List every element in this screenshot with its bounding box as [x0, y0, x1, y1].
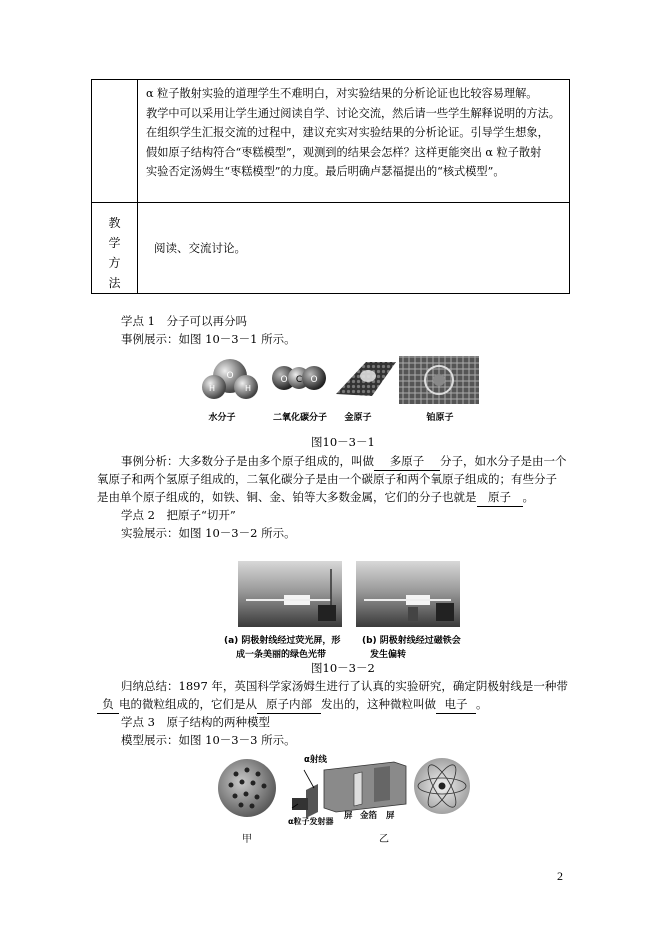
analysis-text: 分子，如水分子是由一个: [440, 454, 567, 468]
figure-10-3-3: [214, 752, 476, 846]
method-label-char: 学: [108, 236, 121, 250]
atom-label: H: [244, 384, 252, 393]
page-number: 2: [557, 869, 563, 883]
photo-b-caption: (b) 阴极射线经过磁铁会: [362, 636, 461, 646]
section1-example-line: 事例展示：如图 10－3－1 所示。: [121, 332, 296, 346]
table-empty-cell: [92, 80, 138, 203]
gold-label: 金原子: [344, 413, 372, 423]
section2-heading: 学点 2 把原子“切开”: [121, 508, 236, 522]
paragraph-line: 假如原子结构符合“枣糕模型”，观测到的结果会怎样？这样更能突出 α 粒子散射: [146, 145, 542, 159]
table-paragraph-cell: [138, 80, 570, 203]
section2-example-line: 实验展示：如图 10－3－2 所示。: [121, 526, 296, 540]
paragraph-line: 在组织学生汇报交流的过程中，建议充实对实验结果的分析论证。引导学生想象，: [146, 126, 549, 139]
paragraph-line: α 粒子散射实验的道理学生不难明白，对实验结果的分析论证也比较容易理解。: [146, 87, 538, 100]
photo-b: [356, 561, 460, 627]
summary-text: 电的微粒组成的，它们是从: [119, 697, 257, 711]
answer-blank: 多原子: [374, 452, 440, 471]
gold-atom-image: [336, 362, 396, 396]
platinum-atom-image: [399, 356, 479, 404]
figure-caption: 图10－3－1: [311, 435, 375, 449]
analysis-line: 氧原子和两个氢原子组成的，二氧化碳分子是由一个碳原子和两个氧原子组成的；有些分子: [97, 472, 557, 486]
co2-molecule: [272, 366, 326, 390]
photo-b-caption: 发生偏转: [370, 650, 407, 660]
atom-label: C: [295, 375, 303, 385]
section1-heading: 学点 1 分子可以再分吗: [121, 314, 247, 328]
section3-heading: 学点 3 原子结构的两种模型: [121, 715, 270, 729]
photo-a-caption: 成一条美丽的绿色光带: [236, 650, 327, 660]
nuclear-model: [414, 758, 470, 814]
figure-10-3-1: [196, 354, 486, 426]
answer-blank: 原子: [477, 488, 523, 507]
method-label-char: 教: [108, 216, 121, 230]
water-label: 水分子: [208, 413, 236, 423]
scattering-apparatus: [292, 762, 406, 818]
plum-pudding-model: [218, 759, 276, 817]
analysis-line: [121, 452, 567, 471]
platinum-label: 铂原子: [426, 413, 454, 423]
method-label-char: 法: [108, 276, 121, 290]
figure-10-3-2: [236, 559, 462, 631]
paragraph-line: 实验否定汤姆生“枣糕模型”的力度。最后明确卢瑟福提出的“核式模型”。: [146, 165, 505, 178]
screen-label: 屏: [344, 811, 353, 821]
answer-blank: 负: [97, 695, 119, 714]
atom-label: O: [226, 371, 234, 381]
summary-line: [97, 695, 488, 714]
label-yi: 乙: [379, 834, 389, 845]
co2-label: 二氧化碳分子: [272, 413, 328, 423]
analysis-line: [97, 488, 534, 507]
answer-blank: 电子: [436, 695, 476, 714]
photo-a: [238, 561, 342, 627]
summary-line: 归纳总结：1897 年，英国科学家汤姆生进行了认真的实验研究，确定阴极射线是一种带: [121, 679, 568, 693]
atom-label: O: [280, 375, 288, 385]
atom-label: O: [310, 375, 318, 385]
section3-example-line: 模型展示：如图 10－3－3 所示。: [121, 733, 296, 747]
photo-a-caption: (a) 阴极射线经过荧光屏，形: [224, 636, 341, 646]
figure-caption: 图10－3－2: [311, 661, 375, 675]
summary-text: 发出的，这种微粒叫做: [321, 697, 436, 711]
method-label-cell: [92, 203, 138, 294]
method-label-char: 方: [108, 256, 121, 270]
analysis-text: 。: [522, 490, 534, 504]
analysis-text: 事例分析：大多数分子是由多个原子组成的，叫做: [121, 454, 374, 468]
alpha-ray-label: α射线: [304, 755, 327, 765]
atom-label: H: [208, 384, 216, 393]
lesson-plan-table: [91, 79, 570, 294]
method-content: 阅读、交流讨论。: [154, 241, 246, 255]
screen-label: 屏: [386, 811, 395, 821]
paragraph-line: 教学中可以采用让学生通过阅读自学、讨论交流，然后请一些学生解释说明的方法。: [146, 106, 560, 120]
emitter-label: α粒子发射器: [288, 817, 334, 826]
label-jia: 甲: [242, 834, 252, 845]
method-content-cell: [138, 203, 570, 294]
summary-text: 。: [476, 697, 488, 711]
answer-blank: 原子内部: [257, 695, 321, 714]
analysis-text: 是由单个原子组成的，如铁、铜、金、铂等大多数金属，它们的分子也就是: [97, 490, 477, 504]
gold-foil-label: 金箔: [360, 811, 378, 821]
water-molecule: [202, 359, 258, 399]
